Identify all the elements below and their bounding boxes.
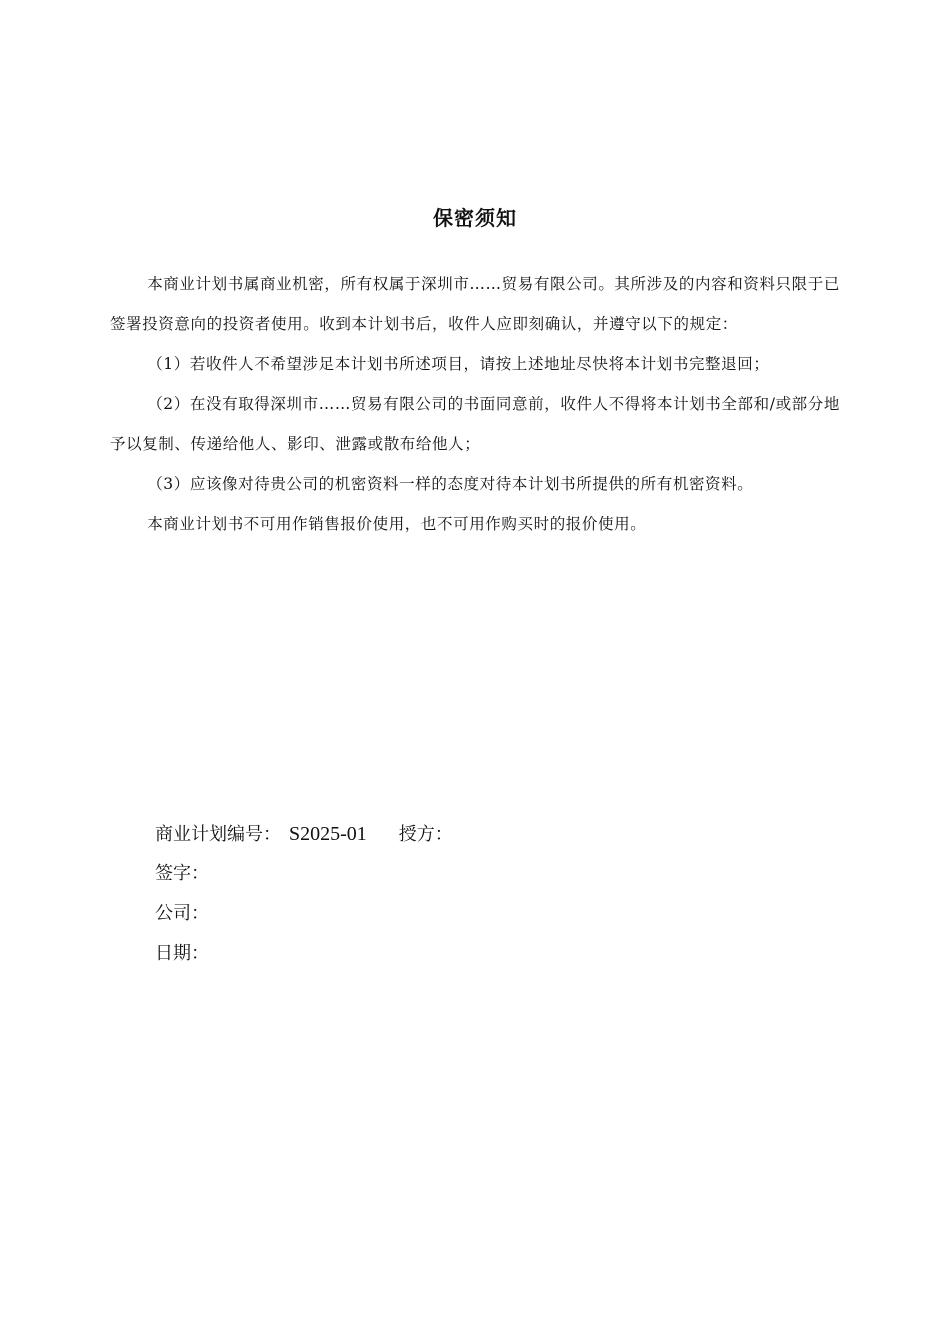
rule-2-paragraph: （2）在没有取得深圳市……贸易有限公司的书面同意前，收件人不得将本计划书全部和/或部分地予以复制、传递给他人、影印、泄露或散布给他人；: [110, 395, 840, 453]
page-title: 保密须知: [433, 206, 517, 230]
signature-label: 签字：: [155, 863, 209, 884]
company-label: 公司：: [155, 903, 209, 924]
company-row: [155, 894, 453, 934]
plan-number-label: 商业计划编号：: [155, 824, 281, 845]
intro-paragraph: 本商业计划书属商业机密，所有权属于深圳市……贸易有限公司。其所涉及的内容和资料只限于已签署投资意向的投资者使用。收到本计划书后，收件人应即刻确认，并遵守以下的规定：: [110, 275, 840, 333]
notice-body: [110, 264, 840, 544]
plan-number-value: S2025-01: [289, 823, 367, 845]
grant-label: 授方：: [398, 824, 453, 845]
rule-1-paragraph: （1）若收件人不希望涉足本计划书所述项目，请按上述地址尽快将本计划书完整退回；: [147, 355, 770, 373]
signature-row: [155, 854, 453, 894]
date-row: [155, 934, 453, 974]
rule-3-paragraph: （3）应该像对待贵公司的机密资料一样的态度对待本计划书所提供的所有机密资料。: [147, 475, 754, 493]
date-label: 日期：: [155, 943, 209, 964]
closing-paragraph: 本商业计划书不可用作销售报价使用，也不可用作购买时的报价使用。: [147, 515, 647, 533]
signoff-block: [155, 814, 453, 974]
plan-number-row: [155, 814, 453, 854]
